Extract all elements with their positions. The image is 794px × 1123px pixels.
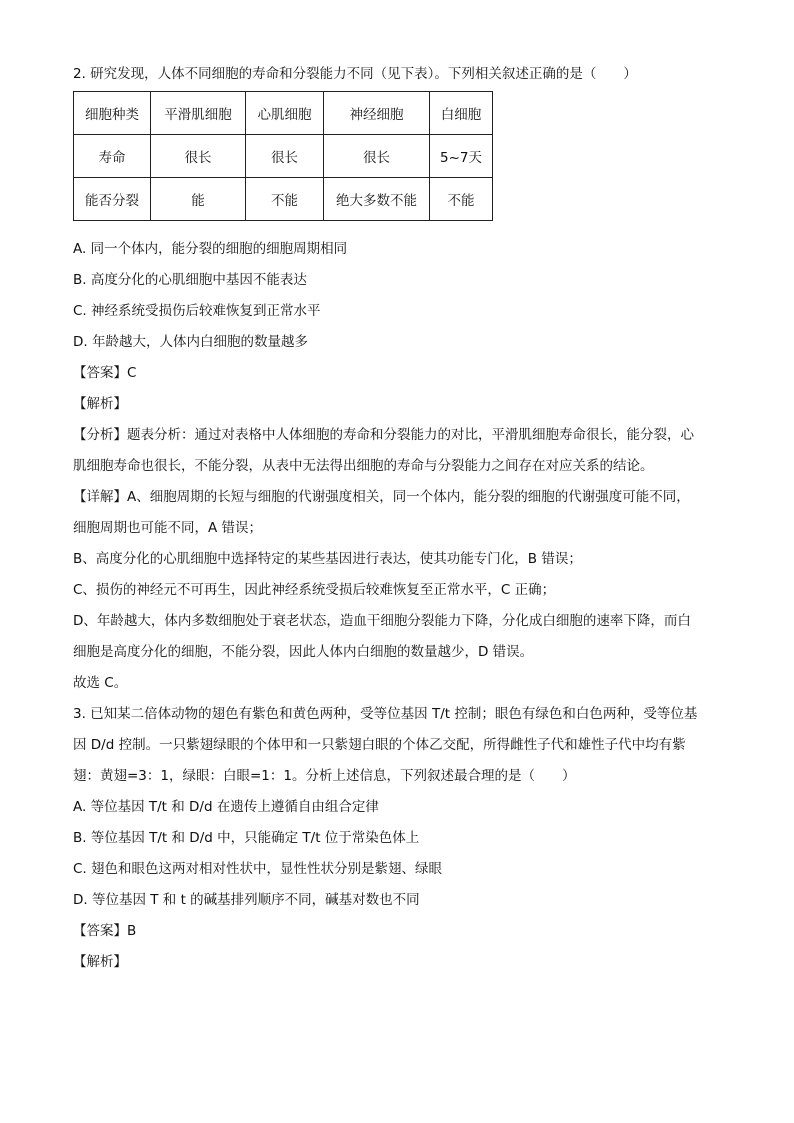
table-row (74, 178, 493, 221)
table-header-cell: 细胞种类 (74, 92, 151, 135)
analysis-line: 【分析】题表分析：通过对表格中人体细胞的寿命和分裂能力的对比，平滑肌细胞寿命很长，能分裂，心 (73, 427, 694, 443)
detail-line: C、损伤的神经元不可再生，因此神经系统受损后较难恢复至正常水平，C 正确； (73, 582, 556, 598)
detail-line: 细胞是高度分化的细胞，不能分裂，因此人体内白细胞的数量越少，D 错误。 (73, 644, 534, 660)
option-c: C. 神经系统受损伤后较难恢复到正常水平 (73, 303, 321, 319)
option-d: D. 年龄越大，人体内白细胞的数量越多 (73, 334, 308, 350)
table-cell: 不能 (430, 178, 493, 221)
table-header-cell: 白细胞 (430, 92, 493, 135)
spacer (73, 221, 723, 239)
option-c: C. 翅色和眼色这两对相对性状中，显性性状分别是紫翅、绿眼 (73, 861, 443, 877)
option-a: A. 等位基因 T/t 和 D/d 在遗传上遵循自由组合定律 (73, 799, 379, 815)
option-a: A. 同一个体内，能分裂的细胞的细胞周期相同 (73, 241, 348, 257)
table-cell: 不能 (246, 178, 324, 221)
table-cell: 很长 (151, 135, 246, 178)
cell-lifespan-table (73, 91, 493, 221)
question-3-stem: 翅：黄翅=3：1，绿眼：白眼=1：1。分析上述信息，下列叙述最合理的是（ ） (73, 768, 576, 784)
document-page (73, 64, 723, 973)
table-cell: 很长 (246, 135, 324, 178)
question-2-stem: 2. 研究发现，人体不同细胞的寿命和分裂能力不同（见下表）。下列相关叙述正确的是（ ） (73, 66, 637, 82)
conclusion-line: 故选 C。 (73, 675, 128, 691)
table-cell: 寿命 (74, 135, 151, 178)
analysis-heading: 【解析】 (73, 396, 127, 412)
analysis-line: 肌细胞寿命也很长，不能分裂，从表中无法得出细胞的寿命与分裂能力之间存在对应关系的结论。 (73, 458, 654, 474)
table-cell: 能否分裂 (74, 178, 151, 221)
table-header-cell: 平滑肌细胞 (151, 92, 246, 135)
question-3-stem: 3. 已知某二倍体动物的翅色有紫色和黄色两种，受等位基因 T/t 控制；眼色有绿色和白色两种，受等位基 (73, 706, 698, 722)
answer-label: 【答案】C (73, 365, 137, 381)
table-cell: 很长 (324, 135, 430, 178)
table-header-cell: 心肌细胞 (246, 92, 324, 135)
table-header-cell: 神经细胞 (324, 92, 430, 135)
detail-line: 细胞周期也可能不同，A 错误； (73, 520, 263, 536)
table-cell: 能 (151, 178, 246, 221)
question-3-stem: 因 D/d 控制。一只紫翅绿眼的个体甲和一只紫翅白眼的个体乙交配，所得雌性子代和雄性子代中均有紫 (73, 737, 686, 753)
detail-line: D、年龄越大，体内多数细胞处于衰老状态，造血干细胞分裂能力下降，分化成白细胞的速率下降，而白 (73, 613, 691, 629)
table-row (74, 135, 493, 178)
option-d: D. 等位基因 T 和 t 的碱基排列顺序不同，碱基对数也不同 (73, 892, 420, 908)
answer-label: 【答案】B (73, 923, 137, 939)
table-cell: 5~7天 (430, 135, 493, 178)
detail-line: B、高度分化的心肌细胞中选择特定的某些基因进行表达，使其功能专门化，B 错误； (73, 551, 582, 567)
table-header-row (74, 92, 493, 135)
detail-line: 【详解】A、细胞周期的长短与细胞的代谢强度相关，同一个体内，能分裂的细胞的代谢强度可能不同， (73, 489, 690, 505)
table-cell: 绝大多数不能 (324, 178, 430, 221)
option-b: B. 等位基因 T/t 和 D/d 中，只能确定 T/t 位于常染色体上 (73, 830, 420, 846)
analysis-heading: 【解析】 (73, 954, 127, 970)
option-b: B. 高度分化的心肌细胞中基因不能表达 (73, 272, 307, 288)
